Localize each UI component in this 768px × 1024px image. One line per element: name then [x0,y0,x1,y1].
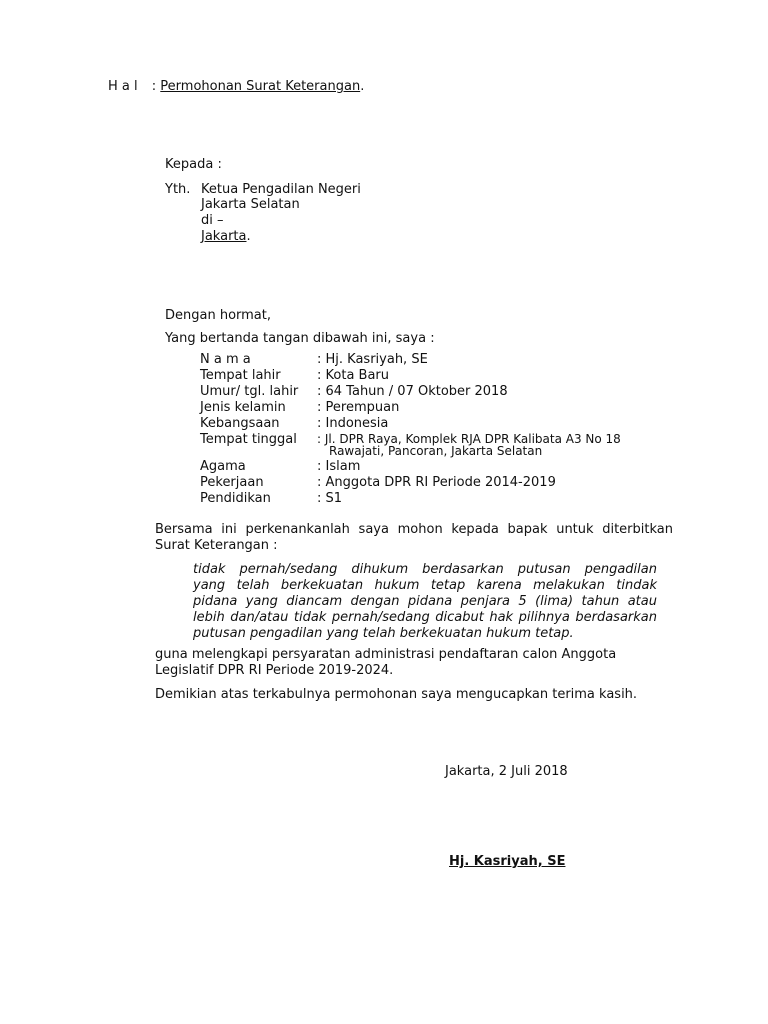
salutation: Dengan hormat, [165,308,272,323]
identity-value: : Perempuan [317,400,400,415]
statement-line: putusan pengadilan yang telah berkekuatan hukum tetap. [193,626,574,641]
place-date: Jakarta, 2 Juli 2018 [445,764,568,779]
identity-value: : Jl. DPR Raya, Komplek RJA DPR Kalibata A3 No 18 [317,432,621,446]
identity-label: Pekerjaan [200,475,264,490]
identity-value: : Kota Baru [317,368,390,383]
recipient-line-1: Ketua Pengadilan Negeri [201,182,361,197]
identity-label: Jenis kelamin [200,400,286,415]
identity-value: : S1 [317,491,343,506]
recipient-line-3: di – [201,213,224,228]
subject-line [108,79,364,95]
identity-label: Tempat tinggal [200,432,297,447]
identity-label: N a m a [200,352,251,367]
identity-label: Kebangsaan [200,416,280,431]
identity-value: : Hj. Kasriyah, SE [317,352,428,367]
identity-label: Agama [200,459,246,474]
recipient-city [201,229,251,245]
statement-line: yang telah berkekuatan hukum tetap karena melakukan tindak [193,578,657,593]
signatory-name: Hj. Kasriyah, SE [449,854,566,869]
recipient-line-2: Jakarta Selatan [201,197,300,212]
closing-text: Demikian atas terkabulnya permohonan saya mengucapkan terima kasih. [155,687,638,702]
intro-text: Yang bertanda tangan dibawah ini, saya : [165,331,435,346]
identity-value: : Indonesia [317,416,389,431]
recipient-city-name: Jakarta [201,229,247,244]
purpose-line-1: guna melengkapi persyaratan administrasi pendaftaran calon Anggota [155,647,617,662]
yth-label: Yth. [165,182,191,197]
request-line-1: Bersama ini perkenankanlah saya mohon kepada bapak untuk diterbitkan [155,522,673,537]
recipient-city-dot: . [246,229,251,244]
identity-label: Pendidikan [200,491,271,506]
hal-label: H a l [108,79,138,94]
identity-value: : Islam [317,459,361,474]
request-line-2: Surat Keterangan : [155,538,278,553]
statement-line: tidak pernah/sedang dihukum berdasarkan putusan pengadilan [193,562,657,577]
hal-separator: : [151,79,157,94]
kepada-label: Kepada : [165,157,222,172]
identity-value-continued: Rawajati, Pancoran, Jakarta Selatan [329,444,543,458]
statement-line: pidana yang diancam dengan pidana penjara 5 (lima) tahun atau [193,594,657,609]
identity-value: : 64 Tahun / 07 Oktober 2018 [317,384,508,399]
purpose-line-2: Legislatif DPR RI Periode 2019-2024. [155,663,394,678]
identity-value: : Anggota DPR RI Periode 2014-2019 [317,475,556,490]
statement-line: lebih dan/atau tidak pernah/sedang dicabut hak pilihnya berdasarkan [193,610,657,625]
identity-label: Tempat lahir [200,368,281,383]
subject-dot: . [360,79,365,94]
subject-text: Permohonan Surat Keterangan [160,79,361,94]
identity-label: Umur/ tgl. lahir [200,384,299,399]
